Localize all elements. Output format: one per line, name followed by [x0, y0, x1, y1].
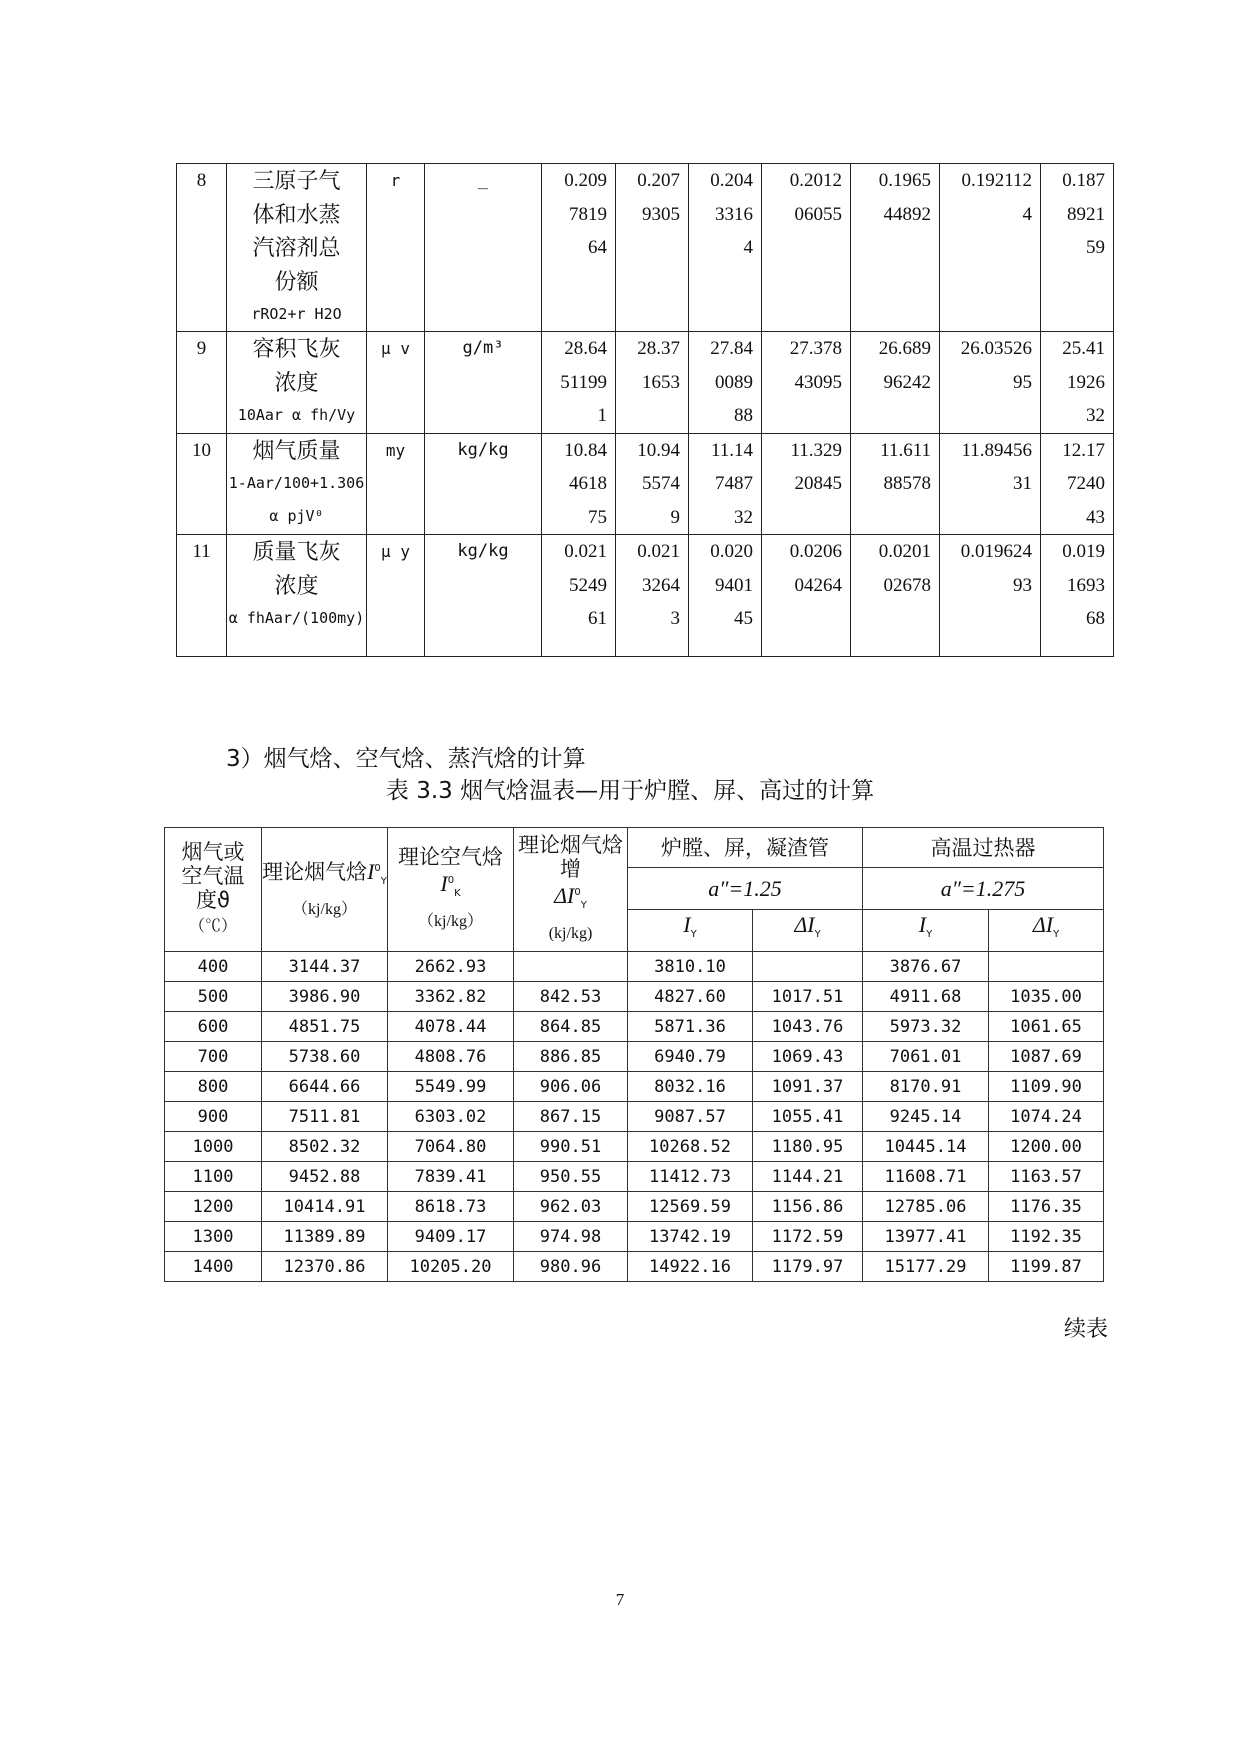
header-theoretical-enthalpy-increment: 理论烟气焓增 $\Delta I^0_Y$ (kj/kg) — [514, 828, 628, 952]
table-cell: 3876.67 — [863, 952, 989, 982]
table-row — [165, 1192, 1104, 1222]
table-cell: 10414.91 — [262, 1192, 388, 1222]
table-cell: 5549.99 — [388, 1072, 514, 1102]
table-cell: 990.51 — [514, 1132, 628, 1162]
flue-gas-enthalpy-table — [164, 827, 1104, 1282]
table-cell: 7064.80 — [388, 1132, 514, 1162]
table-cell: 1192.35 — [989, 1222, 1104, 1252]
header-iy-superheater: $I_Y$ — [863, 910, 989, 952]
value-cell: 0.0201 02678 — [851, 535, 940, 657]
table-cell: 1055.41 — [753, 1102, 863, 1132]
table-cell: 950.55 — [514, 1162, 628, 1192]
table-cell — [514, 952, 628, 982]
table-cell: 500 — [165, 982, 262, 1012]
parameter-name: 容积飞灰 浓度 10Aar α fh/Vy — [227, 332, 367, 434]
header-iy-furnace: $I_Y$ — [628, 910, 753, 952]
table-cell: 980.96 — [514, 1252, 628, 1282]
table-cell — [753, 952, 863, 982]
table-cell: 1035.00 — [989, 982, 1104, 1012]
value-cell: 10.94 5574 9 — [616, 433, 689, 535]
table-cell: 3362.82 — [388, 982, 514, 1012]
table-cell: 906.06 — [514, 1072, 628, 1102]
table-cell: 1091.37 — [753, 1072, 863, 1102]
table-cell: 5738.60 — [262, 1042, 388, 1072]
header-furnace-alpha: a″=1.25 — [628, 868, 863, 910]
table-cell: 12569.59 — [628, 1192, 753, 1222]
table-cell: 10268.52 — [628, 1132, 753, 1162]
value-cell: 12.17 7240 43 — [1041, 433, 1114, 535]
table-cell: 8618.73 — [388, 1192, 514, 1222]
value-cell: 0.021 3264 3 — [616, 535, 689, 657]
header-furnace-group: 炉膛、屏，凝渣管 — [628, 828, 863, 868]
table-row — [177, 535, 1114, 657]
row-index: 10 — [177, 433, 227, 535]
table-cell — [989, 952, 1104, 982]
value-cell: 0.204 3316 4 — [689, 164, 762, 332]
table-cell: 1199.87 — [989, 1252, 1104, 1282]
table-cell: 7061.01 — [863, 1042, 989, 1072]
table-cell: 1176.35 — [989, 1192, 1104, 1222]
table-cell: 4911.68 — [863, 982, 989, 1012]
table-row — [165, 1072, 1104, 1102]
table-cell: 1179.97 — [753, 1252, 863, 1282]
continued-label: 续表 — [1064, 1317, 1109, 1342]
table-cell: 7839.41 — [388, 1162, 514, 1192]
table-cell: 864.85 — [514, 1012, 628, 1042]
table-cell: 3810.10 — [628, 952, 753, 982]
header-superheater-alpha: a″=1.275 — [863, 868, 1104, 910]
table-cell: 11389.89 — [262, 1222, 388, 1252]
table-cell: 1017.51 — [753, 982, 863, 1012]
table-cell: 15177.29 — [863, 1252, 989, 1282]
table-cell: 1074.24 — [989, 1102, 1104, 1132]
table-row — [165, 1102, 1104, 1132]
parameter-name: 质量飞灰 浓度 α fhAar/(100my) — [227, 535, 367, 657]
table-row — [165, 1162, 1104, 1192]
table-row — [177, 332, 1114, 434]
value-cell: 0.019624 93 — [940, 535, 1041, 657]
table-cell: 14922.16 — [628, 1252, 753, 1282]
table-cell: 8032.16 — [628, 1072, 753, 1102]
parameter-symbol: r — [367, 164, 425, 332]
table-cell: 9087.57 — [628, 1102, 753, 1132]
table-cell: 867.15 — [514, 1102, 628, 1132]
table-cell: 7511.81 — [262, 1102, 388, 1132]
parameters-table-continued — [176, 163, 1114, 657]
table-cell: 1061.65 — [989, 1012, 1104, 1042]
header-superheater-group: 高温过热器 — [863, 828, 1104, 868]
value-cell: 11.329 20845 — [762, 433, 851, 535]
row-index: 9 — [177, 332, 227, 434]
table-cell: 700 — [165, 1042, 262, 1072]
table-cell: 6644.66 — [262, 1072, 388, 1102]
parameter-unit: kg/kg — [425, 535, 542, 657]
row-index: 8 — [177, 164, 227, 332]
parameter-unit: _ — [425, 164, 542, 332]
header-theoretical-air-enthalpy: 理论空气焓$I^0_K$ （kj/kg） — [388, 828, 514, 952]
parameter-unit: kg/kg — [425, 433, 542, 535]
table-cell: 12370.86 — [262, 1252, 388, 1282]
value-cell: 0.2012 06055 — [762, 164, 851, 332]
header-temperature: 烟气或 空气温 度ϑ （℃） — [165, 828, 262, 952]
parameter-unit: g/m³ — [425, 332, 542, 434]
table-row — [165, 1132, 1104, 1162]
value-cell: 25.41 1926 32 — [1041, 332, 1114, 434]
parameter-symbol: μ y — [367, 535, 425, 657]
parameter-symbol: μ v — [367, 332, 425, 434]
table-cell: 5871.36 — [628, 1012, 753, 1042]
value-cell: 0.020 9401 45 — [689, 535, 762, 657]
table-cell: 13742.19 — [628, 1222, 753, 1252]
table-cell: 1087.69 — [989, 1042, 1104, 1072]
table-cell: 9409.17 — [388, 1222, 514, 1252]
row-index: 11 — [177, 535, 227, 657]
table-row — [165, 1222, 1104, 1252]
value-cell: 0.1965 44892 — [851, 164, 940, 332]
table-cell: 842.53 — [514, 982, 628, 1012]
table-row — [165, 1042, 1104, 1072]
table-cell: 800 — [165, 1072, 262, 1102]
header-theoretical-flue-gas-enthalpy: 理论烟气焓$I^0_Y$ （kj/kg） — [262, 828, 388, 952]
parameter-name: 三原子气 体和水蒸 汽溶剂总 份额 rRO2+r H2O — [227, 164, 367, 332]
value-cell: 0.209 7819 64 — [542, 164, 616, 332]
table-row — [165, 1252, 1104, 1282]
table-cell: 3144.37 — [262, 952, 388, 982]
table-cell: 8502.32 — [262, 1132, 388, 1162]
value-cell: 0.021 5249 61 — [542, 535, 616, 657]
table-cell: 10205.20 — [388, 1252, 514, 1282]
table-cell: 600 — [165, 1012, 262, 1042]
page-number: 7 — [615, 1590, 625, 1609]
section-heading: 3）烟气焓、空气焓、蒸汽焓的计算 — [226, 746, 586, 772]
table-cell: 1144.21 — [753, 1162, 863, 1192]
value-cell: 27.84 0089 88 — [689, 332, 762, 434]
header-diy-furnace: $\Delta I_Y$ — [753, 910, 863, 952]
value-cell: 0.0206 04264 — [762, 535, 851, 657]
table-cell: 1069.43 — [753, 1042, 863, 1072]
table-cell: 974.98 — [514, 1222, 628, 1252]
table-cell: 1000 — [165, 1132, 262, 1162]
table-cell: 6303.02 — [388, 1102, 514, 1132]
value-cell: 0.207 9305 — [616, 164, 689, 332]
table-cell: 900 — [165, 1102, 262, 1132]
value-cell: 11.89456 31 — [940, 433, 1041, 535]
table-cell: 4808.76 — [388, 1042, 514, 1072]
table-cell: 1200 — [165, 1192, 262, 1222]
value-cell: 27.378 43095 — [762, 332, 851, 434]
table-caption: 表 3.3 烟气焓温表—用于炉膛、屏、高过的计算 — [385, 778, 875, 804]
table-cell: 1043.76 — [753, 1012, 863, 1042]
table-cell: 400 — [165, 952, 262, 982]
table-cell: 1400 — [165, 1252, 262, 1282]
table-cell: 5973.32 — [863, 1012, 989, 1042]
table-cell: 886.85 — [514, 1042, 628, 1072]
table-cell: 1172.59 — [753, 1222, 863, 1252]
table-cell: 4851.75 — [262, 1012, 388, 1042]
table-cell: 1163.57 — [989, 1162, 1104, 1192]
parameter-formula: 10Aar α fh/Vy — [237, 406, 356, 424]
table-cell: 8170.91 — [863, 1072, 989, 1102]
value-cell: 10.84 4618 75 — [542, 433, 616, 535]
parameter-formula: α fhAar/(100my) — [228, 609, 365, 627]
value-cell: 28.37 1653 — [616, 332, 689, 434]
table-cell: 1100 — [165, 1162, 262, 1192]
table-cell: 1180.95 — [753, 1132, 863, 1162]
table-cell: 9245.14 — [863, 1102, 989, 1132]
table-cell: 1300 — [165, 1222, 262, 1252]
table-row — [165, 952, 1104, 982]
table-cell: 10445.14 — [863, 1132, 989, 1162]
table-cell: 3986.90 — [262, 982, 388, 1012]
value-cell: 11.611 88578 — [851, 433, 940, 535]
table-cell: 962.03 — [514, 1192, 628, 1222]
value-cell: 26.689 96242 — [851, 332, 940, 434]
value-cell: 11.14 7487 32 — [689, 433, 762, 535]
value-cell: 26.03526 95 — [940, 332, 1041, 434]
value-cell: 0.019 1693 68 — [1041, 535, 1114, 657]
table-cell: 1200.00 — [989, 1132, 1104, 1162]
value-cell: 28.64 51199 1 — [542, 332, 616, 434]
table-cell: 4827.60 — [628, 982, 753, 1012]
value-cell: 0.192112 4 — [940, 164, 1041, 332]
parameter-name: 烟气质量 1-Aar/100+1.306 α pjV⁰ — [227, 433, 367, 535]
table-row — [165, 982, 1104, 1012]
parameter-formula: 1-Aar/100+1.306 α pjV⁰ — [228, 474, 365, 525]
table-cell: 1109.90 — [989, 1072, 1104, 1102]
table-cell: 12785.06 — [863, 1192, 989, 1222]
table-cell: 1156.86 — [753, 1192, 863, 1222]
table-row — [177, 433, 1114, 535]
table-cell: 11412.73 — [628, 1162, 753, 1192]
table-cell: 2662.93 — [388, 952, 514, 982]
parameter-symbol: my — [367, 433, 425, 535]
value-cell: 0.187 8921 59 — [1041, 164, 1114, 332]
table-cell: 4078.44 — [388, 1012, 514, 1042]
table-row — [165, 1012, 1104, 1042]
table-cell: 9452.88 — [262, 1162, 388, 1192]
header-diy-superheater: $\Delta I_Y$ — [989, 910, 1104, 952]
parameter-formula: rRO2+r H2O — [251, 305, 342, 323]
table-row — [177, 164, 1114, 332]
table-cell: 13977.41 — [863, 1222, 989, 1252]
table-cell: 6940.79 — [628, 1042, 753, 1072]
table-cell: 11608.71 — [863, 1162, 989, 1192]
